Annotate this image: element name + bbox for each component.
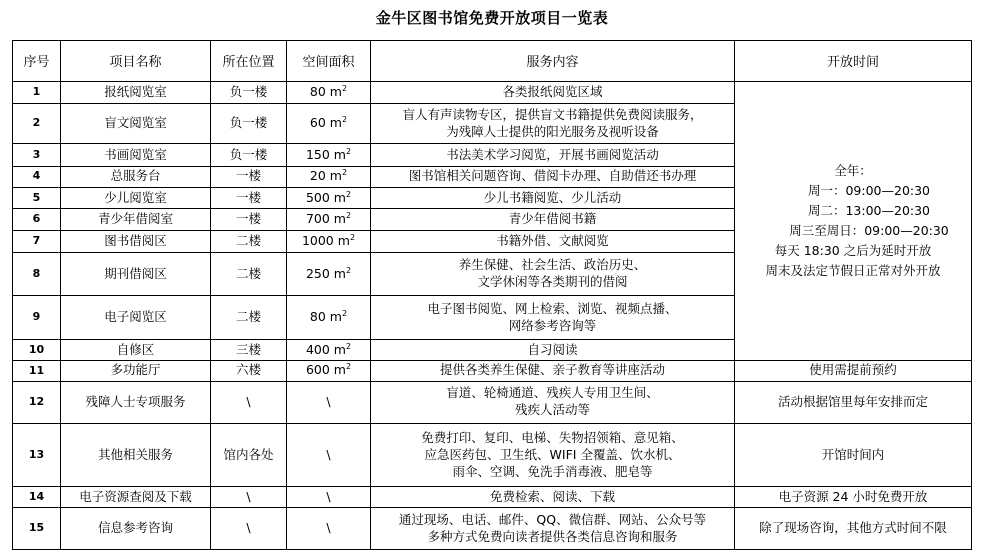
- row-area: [287, 209, 371, 230]
- row-area: [287, 252, 371, 296]
- area-exp: 2: [345, 362, 352, 372]
- row-num: 14: [13, 487, 61, 508]
- area-unit: m: [329, 309, 342, 325]
- services-table: [12, 40, 972, 550]
- service-line: 书籍外借、文献阅览: [496, 232, 609, 248]
- row-area: \: [287, 381, 371, 424]
- row-area: \: [287, 508, 371, 550]
- service-line: 自习阅读: [527, 341, 578, 357]
- service-line: 通过现场、电话、邮件、QQ、微信群、网站、公众号等: [398, 511, 707, 527]
- row-name: 图书借阅区: [61, 230, 211, 252]
- service-line: 盲人有声读物专区，提供盲文书籍提供免费阅读服务，: [402, 106, 703, 122]
- row-area: [287, 361, 371, 381]
- area-value: 150: [305, 146, 330, 162]
- service-line: 文学休闲等各类期刊的借阅: [477, 274, 628, 290]
- row-name: 多功能厅: [61, 361, 211, 381]
- row-service: [371, 209, 735, 230]
- service-line: 少儿书籍阅览、少儿活动: [483, 189, 622, 205]
- row-service: [371, 252, 735, 296]
- row-service: [371, 487, 735, 508]
- service-line: 电子图书阅览、网上检索、浏览、视频点播、: [427, 300, 678, 316]
- row-service: [371, 296, 735, 340]
- hours-wed-sun: 周三至周日：09:00—20:30: [789, 222, 949, 238]
- area-exp: 2: [341, 115, 348, 125]
- area-value: 500: [305, 189, 330, 205]
- area-exp: 2: [345, 146, 352, 156]
- document-title: 金牛区图书馆免费开放项目一览表: [375, 9, 609, 27]
- hours-extended: 每天 18:30 之后为延时开放: [774, 242, 932, 258]
- row-area: \: [287, 424, 371, 487]
- area-value: 250: [305, 265, 330, 281]
- area-exp: 2: [345, 210, 352, 220]
- table-row: [13, 381, 972, 424]
- area-value: 700: [305, 210, 330, 226]
- area-unit: m: [329, 83, 342, 99]
- row-service: [371, 340, 735, 361]
- row-num: 12: [13, 381, 61, 424]
- service-line: 残疾人活动等: [514, 402, 590, 418]
- row-name: 电子阅览区: [61, 296, 211, 340]
- row-name: 总服务台: [61, 166, 211, 187]
- row-num: 11: [13, 361, 61, 381]
- row-location: 二楼: [211, 230, 287, 252]
- service-line: 盲道、轮椅通道、残疾人专用卫生间、: [446, 385, 659, 401]
- row-service: [371, 508, 735, 550]
- row-name: 自修区: [61, 340, 211, 361]
- area-unit: m: [329, 168, 342, 184]
- row-name: 信息参考咨询: [61, 508, 211, 550]
- row-location: 二楼: [211, 252, 287, 296]
- row-area: [287, 230, 371, 252]
- row-service: [371, 361, 735, 381]
- service-line: 雨伞、空调、免洗手消毒液、肥皂等: [452, 463, 653, 479]
- service-line: 网络参考咨询等: [508, 317, 597, 333]
- row-hours: 电子资源 24 小时免费开放: [735, 487, 972, 508]
- row-location: 馆内各处: [211, 424, 287, 487]
- service-line: 提供各类养生保健、亲子教育等讲座活动: [439, 362, 665, 378]
- area-value: 80: [309, 309, 326, 325]
- row-hours: 开馆时间内: [735, 424, 972, 487]
- row-num: 9: [13, 296, 61, 340]
- row-hours: 使用需提前预约: [735, 361, 972, 381]
- row-service: [371, 81, 735, 103]
- area-value: 60: [309, 115, 326, 131]
- row-num: 8: [13, 252, 61, 296]
- area-value: 20: [309, 168, 326, 184]
- row-num: 6: [13, 209, 61, 230]
- service-line: 为残障人士提供的阳光服务及视听设备: [446, 123, 659, 139]
- service-line: 各类报纸阅览区域: [502, 83, 603, 99]
- area-unit: m: [329, 115, 342, 131]
- header-row: [13, 41, 972, 82]
- row-name: 少儿阅览室: [61, 187, 211, 208]
- row-name: 残障人士专项服务: [61, 381, 211, 424]
- row-location: 负一楼: [211, 144, 287, 166]
- header-num: 序号: [13, 41, 61, 82]
- row-num: 7: [13, 230, 61, 252]
- area-unit: m: [333, 265, 346, 281]
- service-line: 免费检索、阅读、下载: [489, 488, 615, 504]
- row-name: 期刊借阅区: [61, 252, 211, 296]
- row-service: [371, 166, 735, 187]
- area-unit: m: [333, 341, 346, 357]
- area-value: 80: [309, 83, 326, 99]
- service-line: 应急医药包、卫生纸、WIFI 全覆盖、饮水机、: [424, 446, 681, 462]
- table-row: [13, 81, 972, 103]
- service-line: 青少年借阅书籍: [508, 210, 597, 226]
- row-location: \: [211, 487, 287, 508]
- area-unit: m: [337, 232, 350, 248]
- header-name: 项目名称: [61, 41, 211, 82]
- table-row: [13, 487, 972, 508]
- row-num: 4: [13, 166, 61, 187]
- row-num: 2: [13, 103, 61, 144]
- table-row: [13, 508, 972, 550]
- row-name: 电子资源查阅及下载: [61, 487, 211, 508]
- area-value: 400: [305, 341, 330, 357]
- row-service: [371, 424, 735, 487]
- row-service: [371, 230, 735, 252]
- hours-mon: 周一：09:00—20:30: [807, 182, 931, 198]
- area-value: 1000: [301, 232, 334, 248]
- service-line: 养生保健、社会生活、政治历史、: [458, 257, 647, 273]
- row-area: [287, 144, 371, 166]
- row-location: \: [211, 508, 287, 550]
- row-location: 一楼: [211, 166, 287, 187]
- row-name: 书画阅览室: [61, 144, 211, 166]
- area-exp: 2: [349, 232, 356, 242]
- header-location: 所在位置: [211, 41, 287, 82]
- area-exp: 2: [345, 341, 352, 351]
- row-num: 15: [13, 508, 61, 550]
- row-name: 青少年借阅室: [61, 209, 211, 230]
- area-exp: 2: [341, 168, 348, 178]
- row-service: [371, 187, 735, 208]
- header-service: 服务内容: [371, 41, 735, 82]
- area-value: 600: [305, 362, 330, 378]
- area-unit: m: [333, 210, 346, 226]
- row-location: 一楼: [211, 209, 287, 230]
- row-area: \: [287, 487, 371, 508]
- area-exp: 2: [345, 265, 352, 275]
- service-line: 多种方式免费向读者提供各类信息咨询和服务: [427, 528, 678, 544]
- row-location: 负一楼: [211, 103, 287, 144]
- hours-holiday: 周末及法定节假日正常对外开放: [765, 262, 941, 278]
- area-exp: 2: [341, 309, 348, 319]
- area-unit: m: [333, 362, 346, 378]
- row-name: 报纸阅览室: [61, 81, 211, 103]
- row-area: [287, 296, 371, 340]
- hours-tue: 周二：13:00—20:30: [807, 202, 931, 218]
- row-name: 其他相关服务: [61, 424, 211, 487]
- row-location: 六楼: [211, 361, 287, 381]
- row-hours: 除了现场咨询，其他方式时间不限: [735, 508, 972, 550]
- header-hours: 开放时间: [735, 41, 972, 82]
- header-area: 空间面积: [287, 41, 371, 82]
- row-area: [287, 103, 371, 144]
- row-num: 5: [13, 187, 61, 208]
- area-unit: m: [333, 146, 346, 162]
- row-num: 3: [13, 144, 61, 166]
- row-num: 1: [13, 81, 61, 103]
- area-exp: 2: [345, 189, 352, 199]
- service-line: 图书馆相关问题咨询、借阅卡办理、自助借还书办理: [408, 168, 697, 184]
- table-row: [13, 361, 972, 381]
- row-name: 盲文阅览室: [61, 103, 211, 144]
- row-service: [371, 144, 735, 166]
- general-hours-cell: [735, 81, 972, 361]
- row-hours: 活动根据馆里每年安排而定: [735, 381, 972, 424]
- row-location: 二楼: [211, 296, 287, 340]
- table-row: [13, 424, 972, 487]
- row-area: [287, 166, 371, 187]
- row-num: 13: [13, 424, 61, 487]
- row-location: 一楼: [211, 187, 287, 208]
- row-area: [287, 81, 371, 103]
- service-line: 书法美术学习阅览，开展书画阅览活动: [446, 146, 659, 162]
- service-line: 免费打印、复印、电梯、失物招领箱、意见箱、: [421, 429, 684, 445]
- row-area: [287, 187, 371, 208]
- row-location: \: [211, 381, 287, 424]
- area-exp: 2: [341, 83, 348, 93]
- area-unit: m: [333, 189, 346, 205]
- row-service: [371, 103, 735, 144]
- row-num: 10: [13, 340, 61, 361]
- row-area: [287, 340, 371, 361]
- row-location: 负一楼: [211, 81, 287, 103]
- hours-year: 全年：: [834, 162, 872, 178]
- row-service: [371, 381, 735, 424]
- row-location: 三楼: [211, 340, 287, 361]
